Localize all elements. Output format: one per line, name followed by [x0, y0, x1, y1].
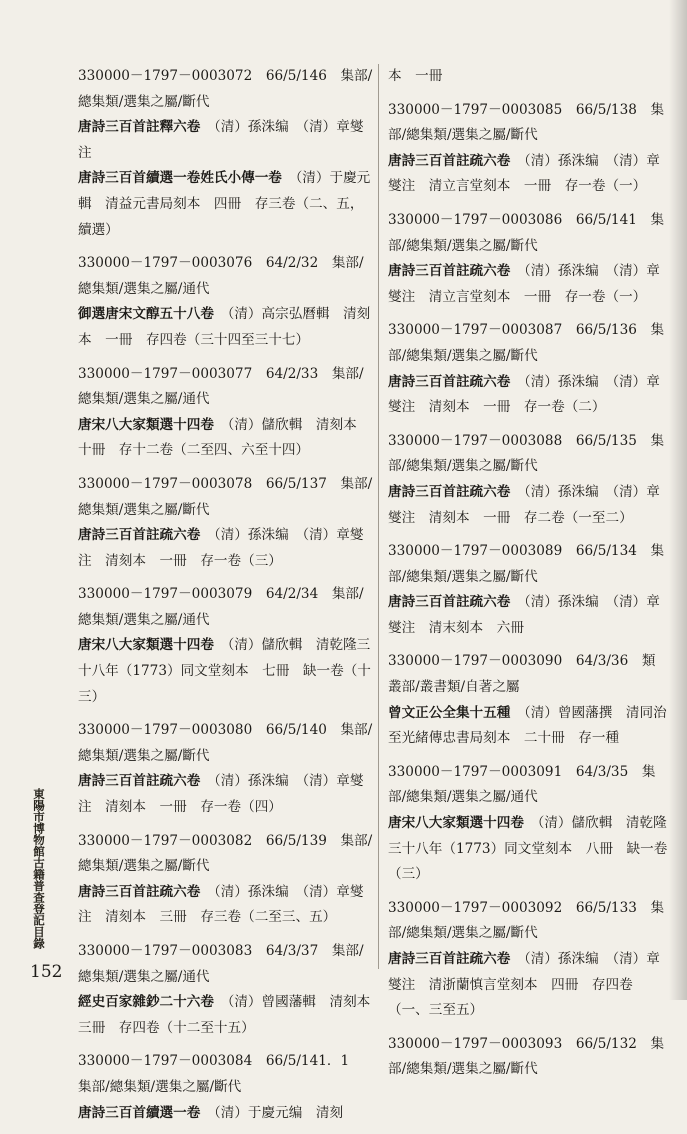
entry-title: 唐宋八大家類選十四卷: [78, 416, 214, 433]
entry-class: 集部/: [340, 722, 373, 739]
entry-id: 330000－1797－0003092: [388, 899, 563, 916]
entry-id: 330000－1797－0003079: [78, 586, 253, 603]
catalog-entry: [388, 208, 668, 310]
entry-class: 集部/: [388, 1035, 665, 1078]
entry-id: 330000－1797－0003087: [388, 322, 563, 339]
catalog-entry: [78, 64, 374, 243]
entry-id: 330000－1797－0003091: [388, 763, 563, 780]
entry-title: 唐宋八大家類選十四卷: [78, 637, 214, 654]
entry-detail: （清）孫洙编 （清）章燮注 清立言堂刻本 一冊 存一卷（一）: [388, 263, 660, 305]
entry-id: 330000－1797－0003082: [78, 832, 253, 849]
entry-class: 集: [78, 1078, 92, 1095]
catalog-entry: [78, 251, 374, 353]
entry-class-cont: 總集類/選集之屬/斷代: [406, 1061, 538, 1078]
entry-code: 66/5/135: [575, 432, 637, 449]
catalog-entry: [388, 649, 668, 751]
entry-detail: （清）于慶元编 清刻: [213, 1104, 344, 1121]
entry-title: 唐詩三百首註疏六卷: [78, 773, 201, 790]
left-column: [78, 64, 384, 1134]
entry-title: 唐宋八大家類選十四卷: [388, 815, 524, 832]
entry-class-cont: 總集類/選集之屬/斷代: [78, 858, 210, 875]
entry-detail: （清）曾國藩撰 清同治至光緒傳忠書局刻本 二十冊 存一種: [388, 704, 667, 747]
entry-code: 64/3/36: [575, 653, 629, 670]
entry-class-cont: 總集類/選集之屬/斷代: [78, 93, 210, 110]
catalog-entry: [388, 1032, 668, 1083]
entry-title: 御選唐宋文醇五十八卷: [78, 306, 214, 323]
continuation-text: 本 一冊: [388, 68, 443, 84]
entry-class-cont: 總集類/選集之屬/斷代: [78, 747, 210, 764]
entry-class-cont: 總集類/選集之屬/斷代: [78, 501, 210, 518]
entry-class: 集部/: [340, 68, 373, 84]
page-number: 152: [30, 962, 63, 982]
entry-class: 類叢部/: [388, 653, 656, 696]
entry-id: 330000－1797－0003076: [78, 255, 253, 272]
entry-class-cont: 集類/選集之屬/通代: [91, 391, 210, 408]
entry-class: 集部/: [388, 899, 665, 942]
catalog-entry: [78, 362, 374, 464]
catalog-entry: [78, 472, 374, 574]
entry-code: 64/2/33: [265, 365, 319, 382]
entry-detail: （清）儲欣輯 清乾隆三十八年（1773）同文堂刻本 七冊 缺一卷（十三）: [78, 637, 371, 705]
entry-title: 唐詩三百首續選一卷: [78, 1104, 201, 1121]
right-column: [388, 64, 668, 1091]
entry-detail: （清）孫洙编 （清）章燮注 清立言堂刻本 一冊 存一卷（一）: [388, 152, 660, 195]
entry-class-cont: 集類/選集之屬/通代: [419, 789, 538, 806]
catalog-entry: [78, 939, 384, 1041]
entry-class-cont: 總集類/選集之屬/斷代: [406, 458, 538, 475]
entry-title: 唐詩三百首註疏六卷: [388, 594, 511, 611]
entry-code: 66/5/137: [265, 475, 327, 492]
entry-id: 330000－1797－0003084: [78, 1053, 253, 1070]
entry-class-cont: 總集類/選集之屬/斷代: [406, 127, 538, 144]
entry-title: 唐詩三百首註釋六卷: [78, 119, 201, 136]
entry-id: 330000－1797－0003085: [388, 101, 563, 118]
entry-class: 集部/: [340, 832, 373, 849]
catalog-entry: [388, 318, 668, 420]
entry-code: 66/5/140: [265, 722, 327, 739]
entry-id: 330000－1797－0003090: [388, 653, 563, 670]
entry-continuation: [388, 64, 668, 90]
entry-title-secondary: 唐詩三百首續選一卷姓氏小傳一卷: [78, 170, 282, 187]
entry-id: 330000－1797－0003078: [78, 475, 253, 492]
page-edge-shadow: [669, 0, 687, 1000]
entry-class: 集部/總: [388, 763, 656, 806]
entry-code: 66/5/146: [265, 68, 327, 84]
entry-class: 集部/總: [78, 943, 364, 985]
entry-code: 64/3/35: [575, 763, 629, 780]
entry-title: 曾文正公全集十五種: [388, 704, 511, 721]
entry-code: 66/5/139: [265, 832, 327, 849]
entry-class: 集部/: [340, 475, 373, 492]
entry-class-cont: 總集類/選集之屬/斷代: [406, 347, 538, 364]
catalog-entry: [78, 1049, 374, 1126]
entry-id: 330000－1797－0003086: [388, 211, 563, 228]
catalog-side-label: 東陽市博物館古籍普查登記目錄: [32, 788, 46, 949]
entry-detail: （清）高宗弘曆輯 清刻本 一冊 存四卷（三十四至三十七）: [78, 306, 371, 348]
entry-title: 唐詩三百首註疏六卷: [388, 483, 511, 500]
entry-detail: （清）孫洙编 （清）章燮注 清浙蘭慎言堂刻本 四冊 存四卷（一、三至五）: [388, 951, 660, 1019]
entry-code: 66/5/141: [575, 211, 637, 228]
entry-detail: （清）儲欣輯 清乾隆三十八年（1773）同文堂刻本 八冊 缺一卷（三）: [388, 815, 668, 883]
column-divider: [378, 64, 379, 969]
entry-title: 經史百家雜鈔二十六卷: [78, 994, 214, 1011]
catalog-entry: [78, 582, 374, 710]
entry-title: 唐詩三百首註疏六卷: [388, 373, 511, 390]
entry-class-cont: 集類/選集之屬/通代: [91, 280, 210, 297]
catalog-entry: [78, 718, 374, 820]
entry-detail: （清）孫洙编 （清）章燮注 清刻本 一冊 存一卷（四）: [78, 773, 364, 816]
entry-detail: （清）孫洙编 （清）章燮注 清刻本 一冊 存一卷（三）: [78, 527, 364, 569]
entry-class: 集部/: [388, 211, 665, 254]
entry-detail: （清）曾國藩輯 清刻本 三冊 存四卷（十二至十五）: [78, 994, 384, 1036]
catalog-entry: [388, 760, 668, 888]
entry-detail: （清）孫洙编 （清）章燮注 清刻本 一冊 存一卷（二）: [388, 373, 660, 416]
entry-code: 64/2/34: [265, 586, 319, 603]
catalog-entry: [388, 896, 668, 1024]
entry-class: 集部/總: [78, 586, 364, 628]
entry-id: 330000－1797－0003088: [388, 432, 563, 449]
entry-class-cont: 叢書類/自著之屬: [419, 679, 520, 696]
entry-code: 64/2/32: [265, 255, 319, 272]
entry-title: 唐詩三百首註疏六卷: [388, 951, 511, 967]
entry-title: 唐詩三百首註疏六卷: [388, 263, 511, 280]
catalog-entry: [388, 539, 668, 641]
entry-class: 集部/: [388, 543, 665, 585]
entry-class-cont: 總集類/選集之屬/斷代: [406, 568, 538, 585]
entry-id: 330000－1797－0003093: [388, 1035, 563, 1052]
entry-id: 330000－1797－0003083: [78, 943, 253, 959]
entry-id: 330000－1797－0003077: [78, 365, 253, 382]
entry-class: 集部/: [388, 322, 665, 364]
entry-id: 330000－1797－0003080: [78, 722, 253, 739]
entry-code: 66/5/136: [575, 322, 637, 339]
entry-class: 集部/總: [78, 255, 364, 297]
entry-detail: （清）孫洙编 （清）章燮注 清末刻本 六冊: [388, 594, 660, 636]
entry-title: 唐詩三百首註疏六卷: [388, 152, 511, 169]
entry-class-cont: 集類/選集之屬/通代: [91, 611, 210, 628]
entry-code: 64/3/37: [265, 943, 319, 959]
entry-detail-secondary: （清）于慶元輯 清益元書局刻本 四冊 存三卷（二、五，續選）: [78, 170, 371, 238]
entry-id: 330000－1797－0003072: [78, 68, 253, 84]
entry-detail: （清）孫洙编 （清）章燮注 清刻本 三冊 存三卷（二至三、五）: [78, 883, 364, 926]
entry-code: 66/5/138: [575, 101, 637, 118]
entry-id: 330000－1797－0003089: [388, 543, 563, 560]
entry-class-cont: 總集類/選集之屬/斷代: [406, 237, 538, 254]
entry-class-cont: 集類/選集之屬/通代: [91, 968, 210, 985]
entry-detail: （清）孫洙编 （清）章燮注: [78, 119, 364, 161]
catalog-entry: [388, 98, 668, 200]
entry-code: 66/5/134: [575, 543, 637, 560]
catalog-entry: [388, 429, 668, 531]
entry-detail: （清）孫洙编 （清）章燮注 清刻本 一冊 存二卷（一至二）: [388, 483, 660, 526]
entry-code: 66/5/141．1: [265, 1053, 350, 1070]
entry-class-cont: 部/總集類/選集之屬/斷代: [91, 1078, 242, 1095]
entry-title: 唐詩三百首註疏六卷: [78, 527, 201, 544]
entry-class: 集部/: [388, 101, 665, 144]
entry-code: 66/5/133: [575, 899, 637, 916]
entry-class: 集部/: [388, 432, 665, 475]
entry-detail: （清）儲欣輯 清刻本 十冊 存十二卷（二至四、六至十四）: [78, 416, 371, 459]
catalog-entry: [78, 829, 374, 931]
entry-code: 66/5/132: [575, 1035, 637, 1052]
entry-title: 唐詩三百首註疏六卷: [78, 883, 201, 900]
entry-class: 集部/總: [78, 365, 364, 408]
entry-class-cont: 總集類/選集之屬/斷代: [406, 925, 538, 942]
